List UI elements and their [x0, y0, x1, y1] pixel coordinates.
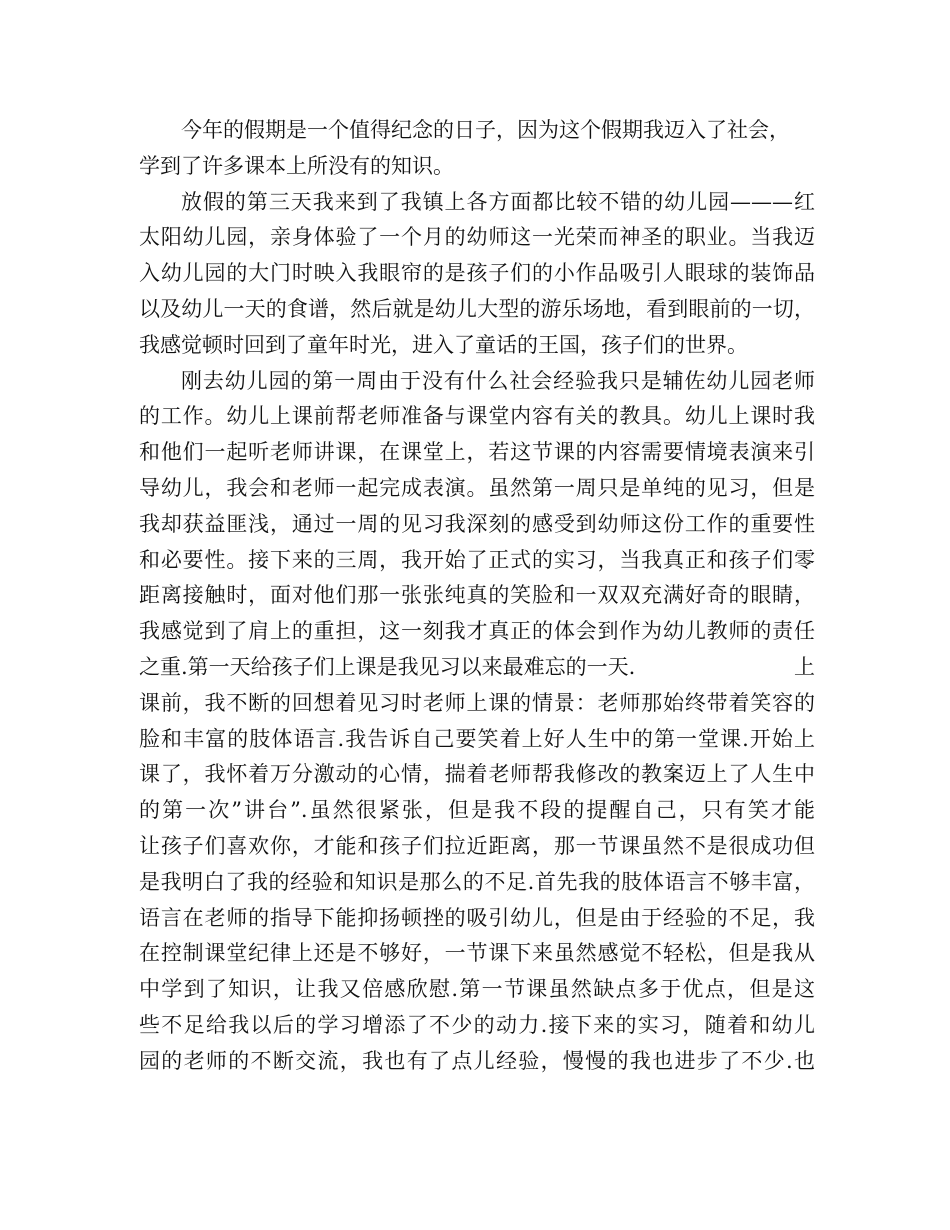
text-line: 让孩子们喜欢你，才能和孩子们拉近距离，那一节课虽然不是很成功但 — [139, 833, 815, 858]
text-line: 是我明白了我的经验和知识是那么的不足.首先我的肢体语言不够丰富， — [139, 869, 815, 894]
text-line: 语言在老师的指导下能抑扬顿挫的吸引幼儿，但是由于经验的不足，我 — [139, 905, 815, 930]
text-line: 课前，我不断的回想着见习时老师上课的情景：老师那始终带着笑容的 — [139, 690, 815, 715]
text-line: 我却获益匪浅，通过一周的见习我深刻的感受到幼师这份工作的重要性 — [139, 511, 815, 536]
text-line: 在控制课堂纪律上还是不够好，一节课下来虽然感觉不轻松，但是我从 — [139, 941, 815, 966]
text-line: 我感觉顿时回到了童年时光，进入了童话的王国，孩子们的世界。 — [139, 332, 748, 357]
document-body — [139, 113, 815, 1080]
text-line: 的工作。幼儿上课前帮老师准备与课堂内容有关的教具。幼儿上课时我 — [139, 404, 815, 429]
text-line: 和他们一起听老师讲课，在课堂上，若这节课的内容需要情境表演来引 — [139, 440, 815, 465]
text-line: 中学到了知识，让我又倍感欣慰.第一节课虽然缺点多于优点，但是这 — [139, 977, 815, 1002]
text-line: 课了，我怀着万分激动的心情，揣着老师帮我修改的教案迈上了人生中 — [139, 762, 815, 787]
text-line-right: 上 — [794, 654, 815, 679]
text-line: 距离接触时，面对他们那一张张纯真的笑脸和一双双充满好奇的眼睛， — [139, 583, 815, 608]
text-line: 些不足给我以后的学习增添了不少的动力.接下来的实习，随着和幼儿 — [139, 1012, 815, 1037]
text-line: 学到了许多课本上所没有的知识。 — [139, 153, 454, 178]
text-line — [139, 650, 815, 686]
text-line: 我感觉到了肩上的重担，这一刻我才真正的体会到作为幼儿教师的责任 — [139, 619, 815, 644]
text-line: 太阳幼儿园，亲身体验了一个月的幼师这一光荣而神圣的职业。当我迈 — [139, 225, 815, 250]
text-line: 放假的第三天我来到了我镇上各方面都比较不错的幼儿园———红 — [181, 189, 815, 214]
text-line: 和必要性。接下来的三周，我开始了正式的实习，当我真正和孩子们零 — [139, 547, 815, 572]
text-line: 以及幼儿一天的食谱，然后就是幼儿大型的游乐场地，看到眼前的一切， — [139, 296, 815, 321]
text-line: 脸和丰富的肢体语言.我告诉自己要笑着上好人生中的第一堂课.开始上 — [139, 726, 815, 751]
text-line: 今年的假期是一个值得纪念的日子，因为这个假期我迈入了社会， — [181, 118, 790, 142]
text-line: 刚去幼儿园的第一周由于没有什么社会经验我只是辅佐幼儿园老师 — [181, 368, 815, 393]
text-line-left: 之重.第一天给孩子们上课是我见习以来最难忘的一天. — [139, 654, 636, 679]
text-line: 园的老师的不断交流，我也有了点儿经验，慢慢的我也进步了不少.也 — [139, 1048, 815, 1073]
text-line: 入幼儿园的大门时映入我眼帘的是孩子们的小作品吸引人眼球的装饰品 — [139, 261, 815, 286]
text-line: 的第一次”讲台”.虽然很紧张，但是我不段的提醒自己，只有笑才能 — [139, 798, 815, 823]
text-line: 导幼儿，我会和老师一起完成表演。虽然第一周只是单纯的见习，但是 — [139, 475, 815, 500]
